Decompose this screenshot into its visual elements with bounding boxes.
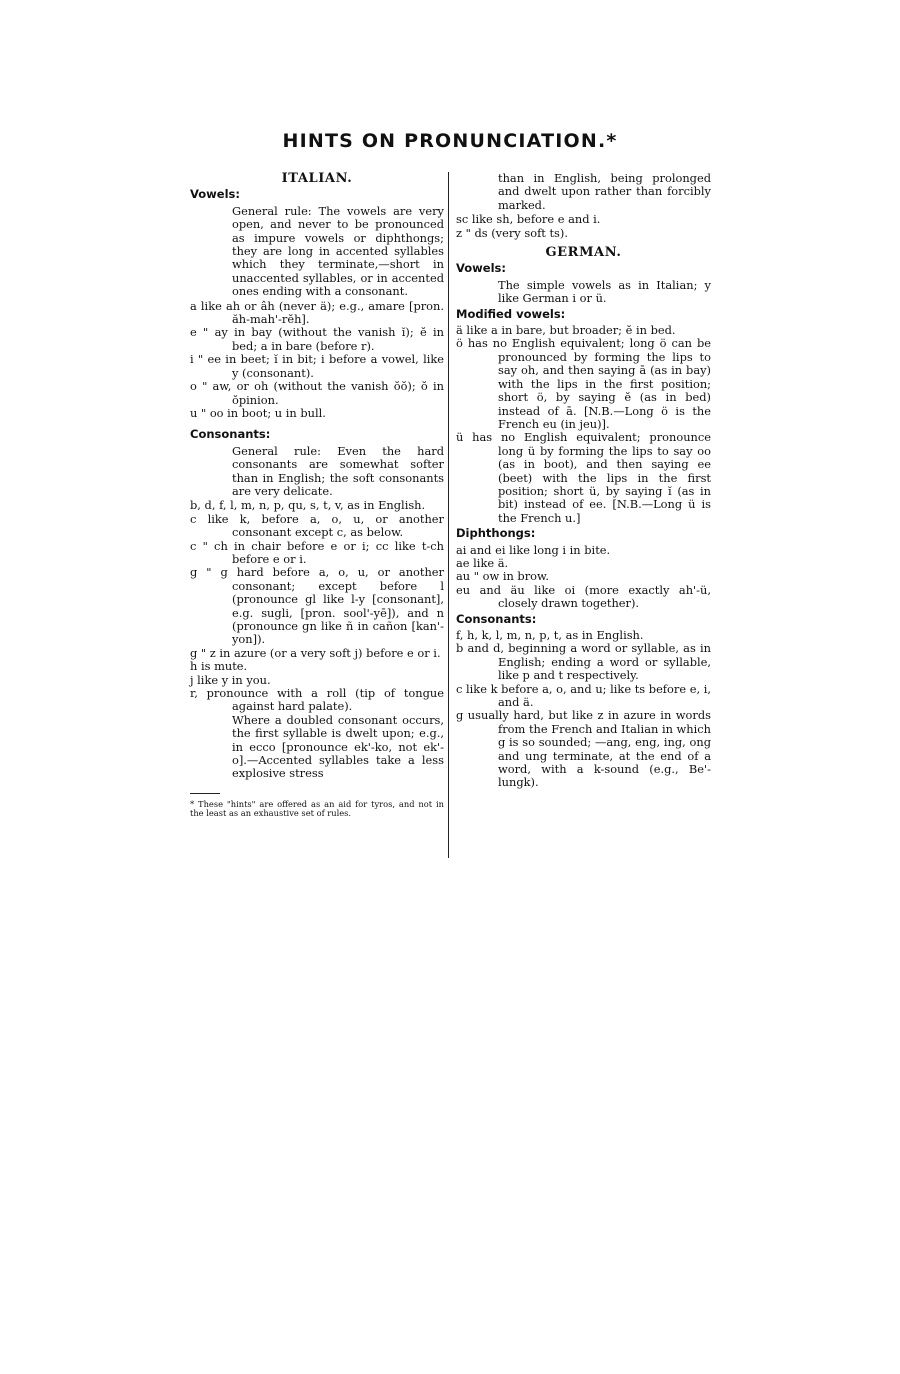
german-consonant-entry: c like k before a, o, and u; like ts before e, i, and ä. (456, 681, 711, 710)
page-title: HINTS ON PRONUNCIATION.* (282, 130, 618, 152)
german-modified-entry: ä like a in bare, but broader; ĕ in bed. (456, 323, 676, 338)
italian-consonant-entry: b, d, f, l, m, n, p, qu, s, t, v, as in English. (190, 498, 426, 513)
italian-consonant-entry: r, pronounce with a roll (tip of tongue against hard palate). (190, 686, 444, 714)
italian-vowel-i: i " ee in beet; ĭ in bit; i before a vowel, like y (consonant). (190, 352, 444, 380)
german-diphthong-entry: eu and äu like oi (more exactly ah'-ü, closely drawn together). (456, 582, 711, 611)
german-modified-entry: ü has no English equivalent; pronounce long ü by forming the lips to say oo (as in boot), and then saying ee (beet) with the lips in the first position; short ü, by saying ĭ (as in bit) instead of ee. [N.B.—Long ü is the French u.] (456, 430, 711, 525)
italian-consonant-entry: c " ch in chair before e or i; cc like t-ch before e or i. (190, 538, 444, 566)
left-column (190, 172, 444, 819)
german-heading: GERMAN. (545, 245, 622, 261)
italian-consonants-heading: Consonants: (190, 427, 271, 442)
right-column (456, 172, 711, 790)
german-diphthongs-heading: Diphthongs: (456, 526, 536, 541)
italian-vowel-a: a like ah or âh (never ä); e.g., amare [pron. ăh-mah'-rĕh]. (190, 298, 444, 327)
italian-consonant-entry: g " z in azure (or a very soft j) before e or i. (190, 645, 441, 660)
footnote: * These "hints" are offered as an aid for tyros, and not in the least as an exhaustive set of rules. (190, 798, 444, 819)
italian-continuation: than in English, being prolonged and dwelt upon rather than forcibly marked. (498, 171, 711, 212)
italian-vowel-e: e " ay in bay (without the vanish ĭ); ĕ in bed; a in bare (before r). (190, 325, 444, 353)
italian-consonant-entry: g " g hard before a, o, u, or another consonant; except before l (pronounce gl like l-y [consonant], e.g. sugli, [pron. sool'-yē]), and n (pronounce gn like ñ in cañon [kan'-yon]). (190, 565, 444, 647)
german-modified-entry: ö has no English equivalent; long ö can be pronounced by forming the lips to say oh, and then saying ā (as in bay) with the lips in the first position; short ö, by saying ĕ (as in bed) instead of ā. [N.B.—Long ö is the French eu (in jeu)]. (456, 336, 711, 431)
german-consonant-entry: g usually hard, but like z in azure in words from the French and Italian in which g is so sounded; —ang, eng, ing, ong and ung terminate, at the end of a word, with a k-sound (e.g., Be'-lungk). (456, 708, 711, 790)
italian-consonant-entry: h is mute. (190, 659, 248, 674)
italian-vowel-u: u " oo in boot; u in bull. (190, 405, 326, 420)
german-diphthong-entry: ae like ä. (456, 555, 509, 570)
column-divider (448, 172, 449, 858)
italian-extra-sc: sc like sh, before e and i. (456, 212, 601, 227)
german-consonant-entry: f, h, k, l, m, n, p, t, as in English. (456, 628, 644, 642)
italian-doubled-note: Where a doubled consonant occurs, the first syllable is dwelt upon; e.g., in ecco [pronounce ek'-ko, not ek'-o].—Accented syllables take a less explosive stress (232, 712, 444, 781)
german-diphthong-entry: au " ow in brow. (456, 569, 550, 584)
german-consonant-entry: b and d, beginning a word or syllable, as in English; ending a word or syllable, like p and t respectively. (456, 641, 711, 683)
german-modified-heading: Modified vowels: (456, 306, 566, 321)
italian-extra-z: z " ds (very soft ts). (456, 225, 568, 240)
italian-vowels-rule: General rule: The vowels are very open, and never to be pronounced as impure vowels or diphthongs; they are long in accented syllables which they terminate,—short in unaccented syllables, or in accented ones ending with a consonant. (232, 203, 444, 299)
italian-heading: ITALIAN. (281, 171, 353, 186)
italian-consonants-rule: General rule: Even the hard consonants are somewhat softer than in English; the soft consonants are very delicate. (232, 443, 444, 498)
german-diphthong-entry: ai and ei like long i in bite. (456, 542, 611, 557)
italian-consonant-entry: j like y in you. (190, 672, 271, 687)
italian-vowels-heading: Vowels: (190, 187, 240, 202)
german-vowels-heading: Vowels: (456, 261, 506, 276)
italian-vowel-o: o " aw, or oh (without the vanish ŏŏ); ŏ in ŏpinion. (190, 379, 444, 407)
german-consonants-heading: Consonants: (456, 611, 537, 626)
italian-consonant-entry: c like k, before a, o, u, or another consonant except c, as below. (190, 511, 444, 540)
footnote-rule (190, 793, 220, 794)
german-vowels-text: The simple vowels as in Italian; y like German i or ü. (498, 277, 711, 306)
